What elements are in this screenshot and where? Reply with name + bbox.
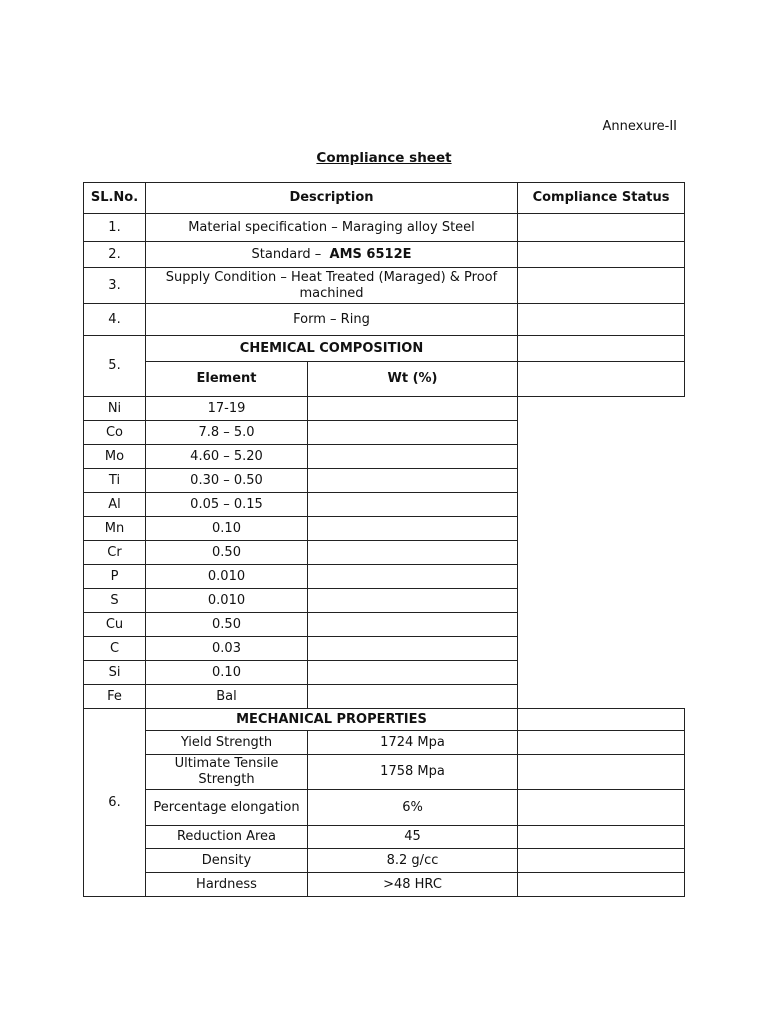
section-title-mechanical: MECHANICAL PROPERTIES [146, 709, 518, 731]
compliance-status-cell[interactable] [518, 849, 685, 873]
element-cell: Mo [84, 445, 146, 469]
property-cell: Hardness [146, 873, 308, 897]
table-row [84, 849, 685, 873]
compliance-status-cell[interactable] [518, 268, 685, 304]
sl-number: 6. [84, 709, 146, 897]
table-row [84, 445, 685, 469]
property-value-cell: 1724 Mpa [308, 731, 518, 755]
table-row [84, 565, 685, 589]
table-row [84, 421, 685, 445]
element-cell: Cu [84, 613, 146, 637]
table-row [84, 731, 685, 755]
sl-number: 2. [84, 242, 146, 268]
compliance-status-cell[interactable] [308, 493, 518, 517]
sl-number: 5. [84, 336, 146, 397]
col-header-element: Element [146, 362, 308, 397]
mechanical-title-row [84, 709, 685, 731]
element-cell: Al [84, 493, 146, 517]
description-cell: Form – Ring [146, 304, 518, 336]
compliance-table [83, 182, 685, 897]
page-title: Compliance sheet [316, 150, 452, 166]
compliance-status-cell[interactable] [518, 362, 685, 397]
element-cell: Fe [84, 685, 146, 709]
compliance-status-cell[interactable] [308, 685, 518, 709]
description-cell [146, 242, 518, 268]
col-header-status: Compliance Status [518, 183, 685, 214]
compliance-status-cell[interactable] [308, 445, 518, 469]
property-cell: Yield Strength [146, 731, 308, 755]
element-cell: S [84, 589, 146, 613]
element-cell: Ni [84, 397, 146, 421]
col-header-description: Description [146, 183, 518, 214]
compliance-status-cell[interactable] [308, 661, 518, 685]
sl-number: 3. [84, 268, 146, 304]
compliance-status-cell[interactable] [308, 541, 518, 565]
table-row [84, 826, 685, 849]
compliance-status-cell[interactable] [308, 589, 518, 613]
compliance-status-cell[interactable] [518, 755, 685, 790]
element-cell: Mn [84, 517, 146, 541]
compliance-status-cell[interactable] [308, 421, 518, 445]
wt-cell: 0.30 – 0.50 [146, 469, 308, 493]
table-row [84, 661, 685, 685]
wt-cell: 0.03 [146, 637, 308, 661]
chemical-title-row [84, 336, 685, 362]
compliance-status-cell[interactable] [518, 790, 685, 826]
table-row [84, 755, 685, 790]
description-cell: Supply Condition – Heat Treated (Maraged) & Proof machined [146, 268, 518, 304]
element-cell: C [84, 637, 146, 661]
compliance-status-cell[interactable] [308, 637, 518, 661]
table-row [84, 469, 685, 493]
sl-number: 1. [84, 214, 146, 242]
element-cell: Si [84, 661, 146, 685]
wt-cell: 4.60 – 5.20 [146, 445, 308, 469]
element-cell: Ti [84, 469, 146, 493]
wt-cell: 0.010 [146, 589, 308, 613]
compliance-status-cell[interactable] [518, 336, 685, 362]
table-row [84, 685, 685, 709]
property-value-cell: 6% [308, 790, 518, 826]
compliance-status-cell[interactable] [518, 214, 685, 242]
wt-cell: 0.10 [146, 517, 308, 541]
table-row [84, 214, 685, 242]
compliance-status-cell[interactable] [308, 397, 518, 421]
description-cell: Material specification – Maraging alloy Steel [146, 214, 518, 242]
wt-cell: 0.50 [146, 613, 308, 637]
table-row [84, 637, 685, 661]
element-cell: Co [84, 421, 146, 445]
table-row [84, 493, 685, 517]
compliance-status-cell[interactable] [518, 709, 685, 731]
property-value-cell: 8.2 g/cc [308, 849, 518, 873]
table-row [84, 517, 685, 541]
wt-cell: 7.8 – 5.0 [146, 421, 308, 445]
table-row [84, 873, 685, 897]
compliance-status-cell[interactable] [518, 826, 685, 849]
property-value-cell: 1758 Mpa [308, 755, 518, 790]
table-row [84, 304, 685, 336]
col-header-wt: Wt (%) [308, 362, 518, 397]
property-cell: Ultimate Tensile Strength [146, 755, 308, 790]
property-cell: Reduction Area [146, 826, 308, 849]
compliance-status-cell[interactable] [308, 565, 518, 589]
table-row [84, 790, 685, 826]
compliance-status-cell[interactable] [518, 304, 685, 336]
section-title-chemical: CHEMICAL COMPOSITION [146, 336, 518, 362]
chemical-header-row [84, 362, 685, 397]
table-header-row [84, 183, 685, 214]
property-value-cell: 45 [308, 826, 518, 849]
annexure-label: Annexure-II [602, 119, 677, 134]
table-row [84, 613, 685, 637]
sl-number: 4. [84, 304, 146, 336]
col-header-sl: SL.No. [84, 183, 146, 214]
wt-cell: 0.50 [146, 541, 308, 565]
compliance-status-cell[interactable] [518, 242, 685, 268]
table-row [84, 242, 685, 268]
wt-cell: 0.05 – 0.15 [146, 493, 308, 517]
compliance-status-cell[interactable] [308, 469, 518, 493]
table-row [84, 268, 685, 304]
property-value-cell: >48 HRC [308, 873, 518, 897]
compliance-status-cell[interactable] [308, 517, 518, 541]
element-cell: P [84, 565, 146, 589]
table-row [84, 589, 685, 613]
property-cell: Percentage elongation [146, 790, 308, 826]
standard-value: AMS 6512E [329, 246, 412, 262]
property-cell: Density [146, 849, 308, 873]
table-row [84, 397, 685, 421]
wt-cell: 0.10 [146, 661, 308, 685]
compliance-status-cell[interactable] [518, 731, 685, 755]
wt-cell: 0.010 [146, 565, 308, 589]
compliance-status-cell[interactable] [518, 873, 685, 897]
table-row [84, 541, 685, 565]
wt-cell: 17-19 [146, 397, 308, 421]
element-cell: Cr [84, 541, 146, 565]
compliance-status-cell[interactable] [308, 613, 518, 637]
wt-cell: Bal [146, 685, 308, 709]
standard-prefix: Standard – [251, 246, 322, 262]
